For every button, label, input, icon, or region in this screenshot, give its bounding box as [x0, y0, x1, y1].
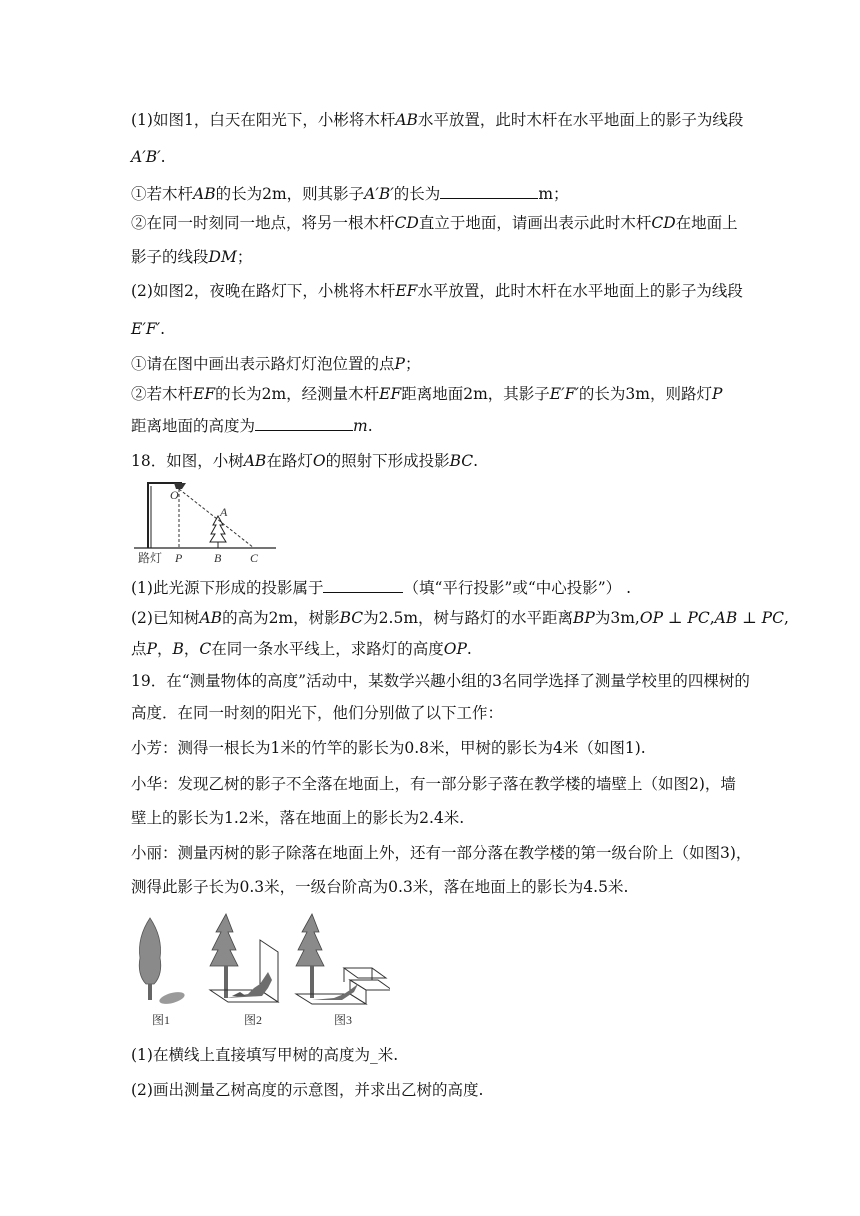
label-a: A: [220, 505, 228, 519]
answer-blank: [440, 183, 538, 199]
label-lamp: 路灯: [138, 551, 163, 565]
label-b: B: [214, 551, 222, 565]
q18-s1: (1)此光源下形成的投影属于 （填“平行投影”或“中心投影”） .: [131, 579, 632, 597]
q19-line1: 19．在“测量物体的高度”活动中，某数学兴趣小组的3名同学选择了测量学校里的四棵树的: [131, 672, 750, 690]
q17-c2-line2: 影子的线段DM；: [131, 248, 253, 266]
q18-s2-line2: 点P，B，C在同一条水平线上，求路灯的高度OP.: [131, 640, 472, 658]
q18-s2-line1: (2)已知树AB的高为2m，树影BC为2.5m，树与路灯的水平距离BP为3m,OP ⊥ PC,AB ⊥ PC,: [131, 609, 789, 627]
q17-part1-line2: A′B′.: [131, 148, 166, 166]
answer-blank: [323, 577, 403, 593]
fig3-tree-steps-icon: [296, 914, 390, 1004]
tree-icon: [210, 516, 226, 548]
q19-tree-figures: [128, 910, 390, 1028]
q19-line7: 测得此影子长为0.3米，一级台阶高为0.3米，落在地面上的影长为4.5米.: [131, 878, 629, 896]
label-c: C: [250, 551, 259, 565]
q17-part2-line1: (2)如图2，夜晚在路灯下，小桃将木杆EF水平放置，此时木杆在水平地面上的影子为线段: [131, 282, 743, 300]
fig3-caption: 图3: [334, 1013, 353, 1027]
q17-part1-line1: (1)如图1，白天在阳光下，小彬将木杆AB水平放置，此时木杆在水平地面上的影子为线段: [131, 111, 744, 129]
q19-s1: (1)在横线上直接填写甲树的高度为_米.: [131, 1046, 399, 1064]
q17-c2-line1: ②在同一时刻同一地点，将另一根木杆CD直立于地面，请画出表示此时木杆CD在地面上: [131, 214, 738, 232]
q17-c1: ①若木杆AB的长为2m，则其影子A′B′的长为 m；: [131, 185, 569, 203]
q18-intro: 18．如图，小树AB在路灯O的照射下形成投影BC.: [131, 452, 479, 470]
q17-d2-line2: 距离地面的高度为 m.: [131, 417, 373, 435]
q19-line5: 壁上的影长为1.2米，落在地面上的影长为2.4米.: [131, 809, 465, 827]
label-o: O: [170, 488, 179, 502]
q17-d1: ①请在图中画出表示路灯灯泡位置的点P；: [131, 355, 421, 373]
q19-line2: 高度．在同一时刻的阳光下，他们分别做了以下工作：: [131, 704, 504, 722]
q17-part2-line2: E′F′.: [131, 320, 166, 338]
label-p: P: [175, 551, 183, 565]
q19-line3: 小芳：测得一根长为1米的竹竿的影长为0.8米，甲树的影长为4米（如图1).: [131, 739, 646, 757]
fig1-tree-icon: [139, 918, 186, 1006]
q19-line4: 小华：发现乙树的影子不全落在地面上，有一部分影子落在教学楼的墙壁上（如图2)，墙: [131, 775, 736, 793]
q19-s2: (2)画出测量乙树高度的示意图，并求出乙树的高度.: [131, 1081, 484, 1099]
q19-line6: 小丽：测量丙树的影子除落在地面上外，还有一部分落在教学楼的第一级台阶上（如图3)，: [131, 844, 752, 862]
q18-streetlight-figure: [130, 478, 280, 566]
fig2-tree-wall-icon: [210, 914, 278, 1002]
q17-d2-line1: ②若木杆EF的长为2m，经测量木杆EF距离地面2m，其影子E′F′的长为3m，则路灯P: [131, 385, 723, 403]
fig1-caption: 图1: [152, 1013, 171, 1027]
fig2-caption: 图2: [244, 1013, 263, 1027]
answer-blank: [255, 415, 353, 431]
